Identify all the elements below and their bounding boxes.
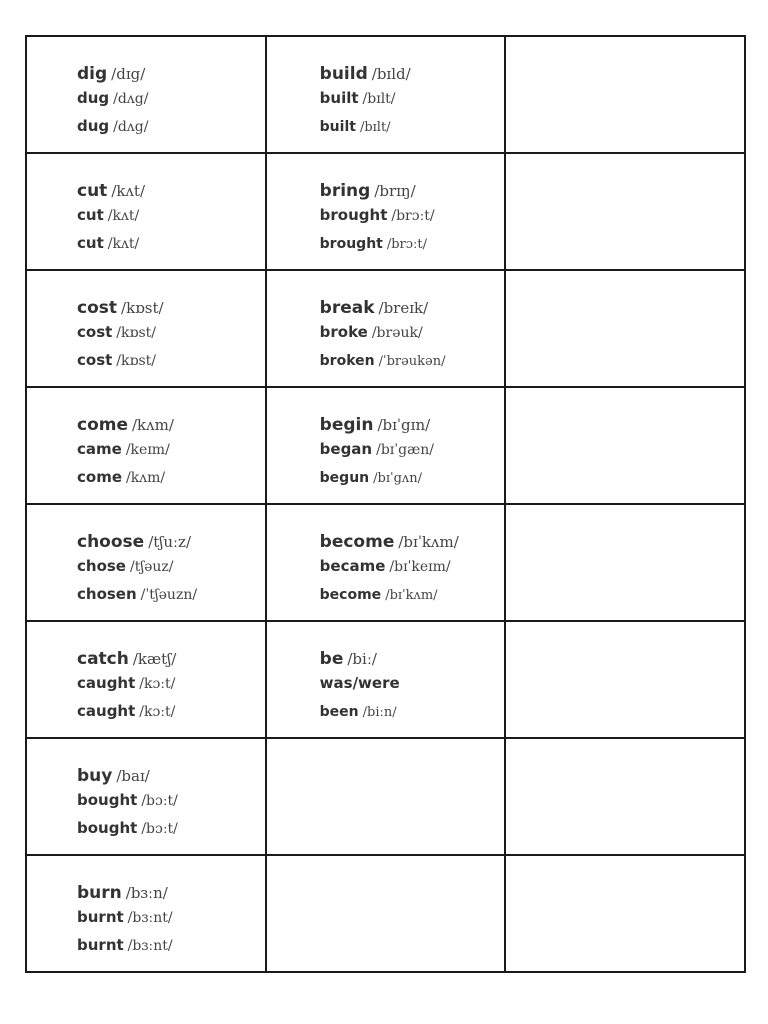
table-row [26,387,745,504]
verb-cell-content [267,271,505,386]
verb-cell-content [27,388,265,503]
verb-word: caught [77,674,136,692]
verb-word: built [319,119,356,135]
past-participle-line [320,351,446,371]
verb-cell-3 [505,855,745,972]
table-row [26,153,745,270]
phonetic-transcription: /tʃuːz/ [148,533,192,551]
base-form-line [320,182,416,200]
verb-cell-content [27,622,265,737]
past-participle-line [320,234,427,254]
base-form-line [77,884,168,902]
past-simple-line [320,557,451,576]
phonetic-transcription: /bɜːnt/ [127,938,173,954]
verb-cell-1 [26,270,266,387]
base-form-line [320,416,431,434]
verb-table [25,35,746,973]
verb-word: catch [77,649,129,669]
past-simple-line [320,206,435,225]
verb-word: bought [77,819,138,837]
verb-cell-2 [266,621,506,738]
phonetic-transcription: /brɔːt/ [386,237,428,252]
verb-cell-3 [505,36,745,153]
base-form-line [320,650,377,668]
past-participle-line [320,702,397,722]
phonetic-transcription: /bɜːnt/ [127,910,173,926]
past-participle-line [77,585,197,604]
verb-cell-content [27,856,265,971]
verb-cell-2 [266,270,506,387]
verb-word: break [319,298,375,318]
phonetic-transcription: /tʃəuz/ [129,559,174,575]
phonetic-transcription: /ˈbrəukən/ [378,354,446,369]
verb-cell-content [506,154,744,269]
verb-cell-content [267,505,505,620]
verb-word: begun [319,470,370,486]
verb-word: broke [319,323,368,341]
verb-cell-content [267,622,505,737]
past-participle-line [77,936,173,955]
past-participle-line [77,117,148,136]
verb-cell-3 [505,504,745,621]
verb-cell-content [506,739,744,854]
phonetic-transcription: /kʌt/ [111,182,146,200]
past-simple-line [77,557,174,576]
phonetic-transcription: /breɪk/ [378,299,429,317]
base-form-line [320,65,411,83]
verb-word: built [319,89,359,107]
verb-cell-content [506,505,744,620]
phonetic-transcription: /kætʃ/ [132,650,177,668]
verb-cell-3 [505,738,745,855]
verb-cell-content [506,856,744,971]
verb-word: caught [77,702,136,720]
phonetic-transcription: /bɪˈgɪn/ [377,416,431,434]
phonetic-transcription: /brəuk/ [371,325,423,341]
base-form-line [77,533,191,551]
past-simple-line [320,674,400,692]
verb-word: be [319,649,344,669]
verb-word: come [77,415,128,435]
verb-word: bring [319,181,371,201]
phonetic-transcription: /kɔːt/ [139,704,176,720]
past-simple-line [77,323,156,342]
table-row [26,504,745,621]
verb-cell-2 [266,855,506,972]
past-participle-line [320,117,391,137]
verb-word: burnt [77,936,124,954]
base-form-line [77,182,145,200]
verb-word: cost [77,323,113,341]
table-row [26,270,745,387]
verb-word: cut [77,234,104,252]
verb-cell-3 [505,621,745,738]
verb-cell-1 [26,36,266,153]
base-form-line [77,767,150,785]
phonetic-transcription: /bɪˈkʌm/ [385,588,438,603]
verb-word: chosen [77,585,137,603]
phonetic-transcription: /bɪˈgʌn/ [373,471,422,486]
past-simple-line [77,206,139,225]
phonetic-transcription: /brɪŋ/ [374,182,416,200]
phonetic-transcription: /ˈtʃəuzn/ [140,587,198,603]
phonetic-transcription: /kʌm/ [126,470,166,486]
verb-cell-content [506,622,744,737]
verb-cell-2 [266,738,506,855]
phonetic-transcription: /kɔːt/ [139,676,176,692]
phonetic-transcription: /brɔːt/ [391,208,435,224]
past-simple-line [77,791,178,810]
verb-cell-3 [505,153,745,270]
verb-cell-3 [505,387,745,504]
base-form-line [320,299,429,317]
verb-word: come [77,468,122,486]
phonetic-transcription: /biːn/ [362,705,397,720]
verb-cell-content [27,739,265,854]
verb-word: cut [77,181,108,201]
table-row [26,738,745,855]
base-form-line [77,299,164,317]
verb-cell-content [267,388,505,503]
verb-word: dig [77,64,108,84]
phonetic-transcription: /bɪˈkʌm/ [398,533,459,551]
verb-cell-content [506,388,744,503]
phonetic-transcription: /bɪlt/ [359,120,391,135]
past-participle-line [77,468,165,487]
table-row [26,855,745,972]
verb-word: begin [319,415,374,435]
verb-cell-1 [26,504,266,621]
verb-cell-1 [26,153,266,270]
phonetic-transcription: /bɪˈgæn/ [376,442,434,458]
verb-word: become [319,532,395,552]
verb-word: cost [77,298,118,318]
past-simple-line [77,440,170,459]
verb-word: began [319,440,373,458]
verb-word: buy [77,766,113,786]
phonetic-transcription: /kɒst/ [121,299,164,317]
verb-word: been [319,704,359,720]
verb-word: became [319,557,386,575]
past-participle-line [320,585,438,605]
verb-cell-2 [266,504,506,621]
verb-word: was/were [319,674,400,692]
past-simple-line [77,674,175,693]
verb-cell-content [27,37,265,152]
phonetic-transcription: /dʌg/ [113,119,149,135]
phonetic-transcription: /dʌg/ [113,91,149,107]
verb-cell-2 [266,387,506,504]
verb-cell-content [267,37,505,152]
verb-cell-content [27,154,265,269]
verb-cell-content [506,271,744,386]
phonetic-transcription: /bɜːn/ [125,884,168,902]
verb-cell-content [267,154,505,269]
verb-cell-1 [26,855,266,972]
verb-word: came [77,440,122,458]
verb-word: build [319,64,368,84]
verb-word: dug [77,117,110,135]
table-row [26,621,745,738]
verb-word: chose [77,557,126,575]
verb-word: dug [77,89,110,107]
verb-word: burnt [77,908,124,926]
past-participle-line [77,819,178,838]
verb-word: brought [319,236,383,252]
past-simple-line [320,323,423,342]
past-participle-line [77,351,156,370]
verb-cell-content [506,37,744,152]
phonetic-transcription: /dɪg/ [111,65,146,83]
verb-word: cut [77,206,104,224]
phonetic-transcription: /bɪld/ [371,65,411,83]
verb-word: bought [77,791,138,809]
base-form-line [77,65,145,83]
phonetic-transcription: /biː/ [347,650,377,668]
verb-table-body [26,36,745,972]
phonetic-transcription: /bɪlt/ [362,91,396,107]
verb-word: become [319,587,382,603]
base-form-line [77,416,174,434]
past-simple-line [77,908,173,927]
phonetic-transcription: /kʌt/ [107,208,140,224]
base-form-line [77,650,176,668]
verb-cell-1 [26,387,266,504]
phonetic-transcription: /bɪˈkeɪm/ [389,559,451,575]
verb-word: brought [319,206,388,224]
phonetic-transcription: /kɒst/ [116,353,156,369]
verb-cell-2 [266,36,506,153]
verb-cell-content [267,739,505,854]
past-participle-line [77,234,139,253]
verb-word: broken [319,353,375,369]
verb-cell-content [267,856,505,971]
phonetic-transcription: /keɪm/ [125,442,170,458]
phonetic-transcription: /bɔːt/ [141,793,178,809]
phonetic-transcription: /baɪ/ [116,767,150,785]
base-form-line [320,533,459,551]
verb-cell-1 [26,738,266,855]
verb-cell-2 [266,153,506,270]
past-simple-line [320,89,396,108]
phonetic-transcription: /kʌm/ [132,416,174,434]
table-row [26,36,745,153]
verb-cell-1 [26,621,266,738]
verb-word: choose [77,532,145,552]
verb-word: cost [77,351,113,369]
verb-word: burn [77,883,122,903]
phonetic-transcription: /kɒst/ [116,325,156,341]
past-simple-line [77,89,148,108]
phonetic-transcription: /bɔːt/ [141,821,178,837]
past-simple-line [320,440,434,459]
verb-cell-content [27,505,265,620]
past-participle-line [77,702,175,721]
verb-cell-3 [505,270,745,387]
phonetic-transcription: /kʌt/ [107,236,140,252]
past-participle-line [320,468,422,488]
verb-cell-content [27,271,265,386]
